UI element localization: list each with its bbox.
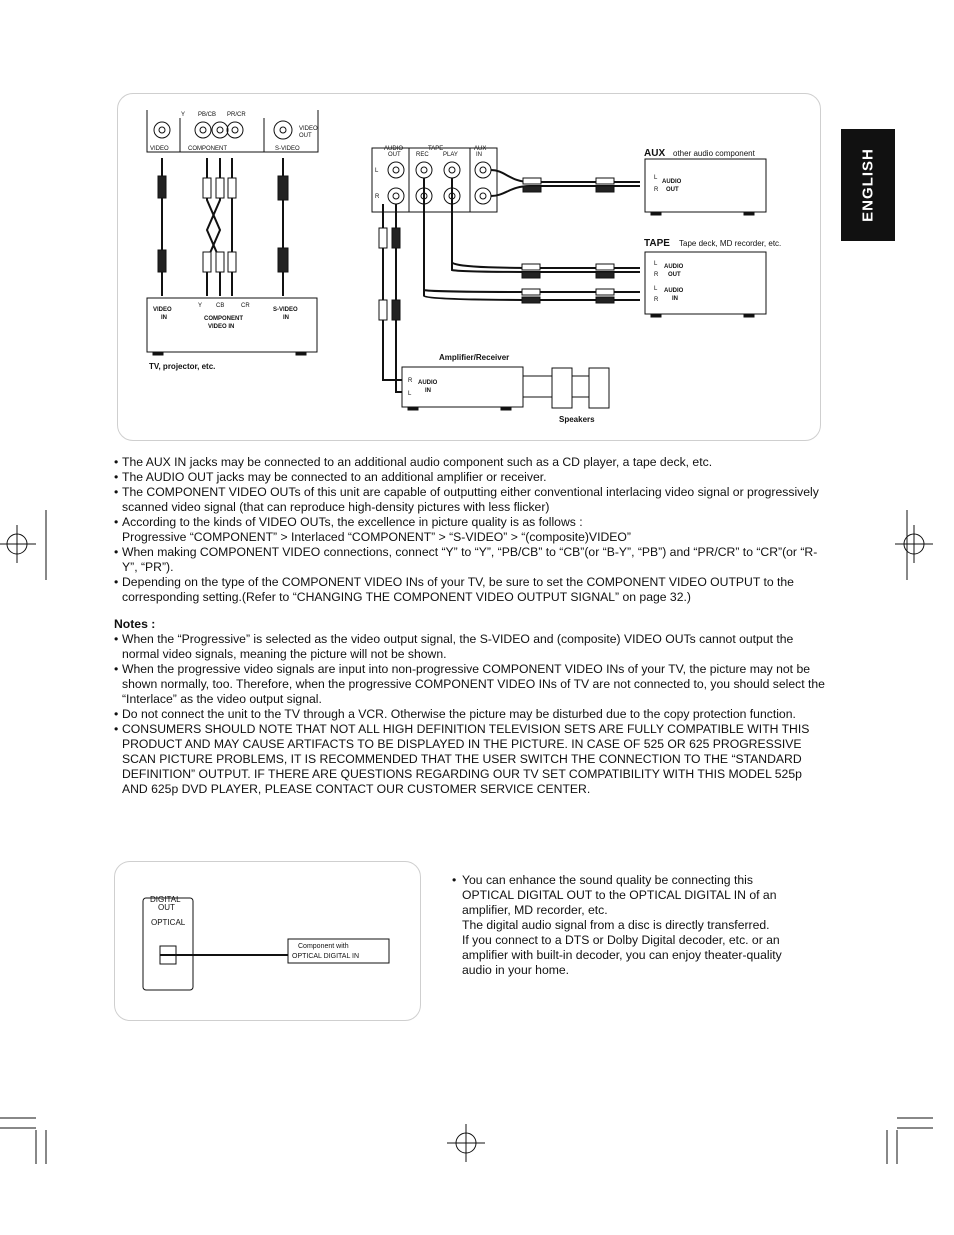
tv-video-in-label2: IN [161, 315, 167, 321]
unit-video-label: VIDEO [150, 146, 169, 152]
unit-tape-label: TAPE [428, 146, 444, 152]
tape-title: TAPE [644, 238, 670, 249]
tape-audio-in-label: AUDIO [664, 288, 684, 294]
video-plug-bottom [158, 250, 166, 272]
speaker-left [552, 368, 572, 408]
unit-pb-label: PB/CB [198, 112, 217, 118]
aux-r-label: R [654, 187, 659, 193]
unit-svideo-label: S-VIDEO [275, 146, 300, 152]
unit-video-out-label: VIDEO [299, 126, 318, 132]
digital-out-label: OUT [158, 903, 175, 912]
optical-line2: The digital audio signal from a disc is directly transferred. [462, 918, 770, 932]
tape-r-label2: R [654, 297, 659, 303]
tv-video-in-label: VIDEO [153, 307, 172, 313]
bullet-item: • According to the kinds of VIDEO OUTs, the excellence in picture quality is as follows : [114, 515, 826, 530]
unit-video-out-label2: OUT [299, 133, 312, 139]
svideo-plug-bottom [278, 248, 288, 272]
tv-cr-label: CR [241, 303, 250, 309]
unit-rec-label: REC [416, 152, 429, 158]
unit-audio-out-label: AUDIO [384, 146, 404, 152]
video-plug-top [158, 176, 166, 198]
bullet-item: • Depending on the type of the COMPONENT VIDEO INs of your TV, be sure to set the COMPONENT VIDEO OUTPUT to the corresponding setting.(Refer to “CHANGING THE COMPONENT VIDEO OUTPUT SIGNAL” on page 32.) [114, 575, 826, 605]
bullet-item: • When making COMPONENT VIDEO connections, connect “Y” to “Y”, “PB/CB” to “CB”(or “B-Y”, “PB”) and “PR/CR” to “CR”(or “R-Y”, “PR”). [114, 545, 826, 575]
pr-out-jack [227, 122, 243, 138]
tape-l-label: L [654, 261, 658, 267]
aux-box [645, 159, 766, 212]
aux-desc: other audio component [673, 149, 755, 158]
aux-title: AUX [644, 148, 666, 159]
tape-r-label: R [654, 272, 659, 278]
quality-ranking: Progressive “COMPONENT” > Interlaced “COMPONENT” > “S-VIDEO” > “(composite)VIDEO” [122, 530, 631, 544]
pb-out-jack [212, 122, 228, 138]
unit-y-label: Y [181, 112, 186, 118]
svideo-plug-top [278, 176, 288, 200]
amp-title: Amplifier/Receiver [439, 353, 510, 362]
component-plug-y-top [203, 178, 211, 198]
unit-component-label: COMPONENT [188, 146, 227, 152]
tape-box [645, 252, 766, 314]
optical-component-label1: Component with [298, 943, 349, 950]
unit-play-label: PLAY [443, 152, 458, 158]
aux-audio-label: AUDIO [662, 179, 682, 185]
speakers-label: Speakers [559, 415, 595, 424]
amp-audio-label: AUDIO [418, 380, 438, 386]
unit-audio-out-label2: OUT [388, 152, 401, 158]
amp-in-label: IN [425, 388, 431, 394]
unit-pr-label: PR/CR [227, 112, 246, 118]
speaker-right [589, 368, 609, 408]
unit-aux-in-label: IN [476, 152, 482, 158]
amp-l-label: L [408, 391, 412, 397]
note-item: • Do not connect the unit to the TV through a VCR. Otherwise the picture may be disturbed due to the copy protection function. [114, 707, 826, 722]
tv-y-label: Y [198, 303, 203, 309]
video-out-jack [154, 122, 170, 138]
unit-aux-label: AUX [474, 146, 487, 152]
tv-caption: TV, projector, etc. [149, 362, 216, 371]
y-out-jack [195, 122, 211, 138]
tape-audio-out-label2: OUT [668, 272, 681, 278]
connection-notes [114, 455, 826, 797]
tv-svideo-label2: IN [283, 315, 289, 321]
digital-label: DIGITAL [150, 895, 181, 904]
optical-bullet: • You can enhance the sound quality be connecting this OPTICAL DIGITAL OUT to the OPTICAL DIGITAL IN of an amplifier, MD recorder, etc. [452, 873, 802, 918]
notes-title: Notes : [114, 617, 156, 631]
tape-audio-out-label: AUDIO [664, 264, 684, 270]
tape-desc: Tape deck, MD recorder, etc. [679, 239, 782, 248]
bullet-item: • The COMPONENT VIDEO OUTs of this unit are capable of outputting either conventional interlacing video signal or progressively scanned video signal (that can reproduce high-density pictures with less flicker) [114, 485, 826, 515]
note-item: • CONSUMERS SHOULD NOTE THAT NOT ALL HIGH DEFINITION TELEVISION SETS ARE FULLY COMPATIBLE WITH THIS PRODUCT AND MAY CAUSE ARTIFACTS TO BE DISPLAYED IN THE PICTURE. IN CASE OF 525 OR 625 PROGRESSIVE SCAN PICTURE PROBLEMS, IT IS RECOMMENDED THAT THE USER SWITCH THE CONNECTION TO THE “STANDARD DEFINITION” OUTPUT. IF THERE ARE QUESTIONS REGARDING OUR TV SET COMPATIBILITY WITH THIS MODEL 525p AND 625p DVD PLAYER, PLEASE CONTACT OUR CUSTOMER SERVICE CENTER. [114, 722, 826, 797]
tv-cb-label: CB [216, 303, 225, 309]
tape-audio-in-label2: IN [672, 296, 678, 302]
svideo-out-jack [274, 121, 292, 139]
tv-svideo-label: S-VIDEO [273, 307, 298, 313]
amp-r-label: R [408, 378, 413, 384]
note-item: • When the progressive video signals are input into non-progressive COMPONENT VIDEO INs of your TV, the picture may not be shown normally, too. Therefore, when the progressive COMPONENT VIDEO INs of TV are not connected to, you should select the “Interlace” as the video output signal. [114, 662, 826, 707]
optical-label: OPTICAL [151, 918, 186, 927]
aux-out-label: OUT [666, 187, 679, 193]
unit-l-label: L [375, 168, 379, 174]
tv-component-label2: VIDEO IN [208, 324, 235, 330]
tape-l-label2: L [654, 286, 658, 292]
note-item: • When the “Progressive” is selected as the video output signal, the S-VIDEO and (composite) VIDEO OUTs cannot output the normal video signals, meaning the picture will not be shown. [114, 632, 826, 662]
unit-r-label: R [375, 194, 380, 200]
language-tab-label: ENGLISH [859, 148, 877, 222]
bullet-item: • The AUDIO OUT jacks may be connected to an additional amplifier or receiver. [114, 470, 826, 485]
bullet-item: • The AUX IN jacks may be connected to an additional audio component such as a CD player, a tape deck, etc. [114, 455, 826, 470]
optical-component-label2: OPTICAL DIGITAL IN [292, 953, 360, 960]
optical-description [452, 873, 802, 978]
optical-line3: If you connect to a DTS or Dolby Digital decoder, etc. or an amplifier with built-in decoder, you can enjoy theater-quality audio in your home. [462, 933, 782, 977]
aux-l-label: L [654, 175, 658, 181]
amplifier-box [402, 367, 523, 407]
tv-component-label: COMPONENT [204, 316, 243, 322]
